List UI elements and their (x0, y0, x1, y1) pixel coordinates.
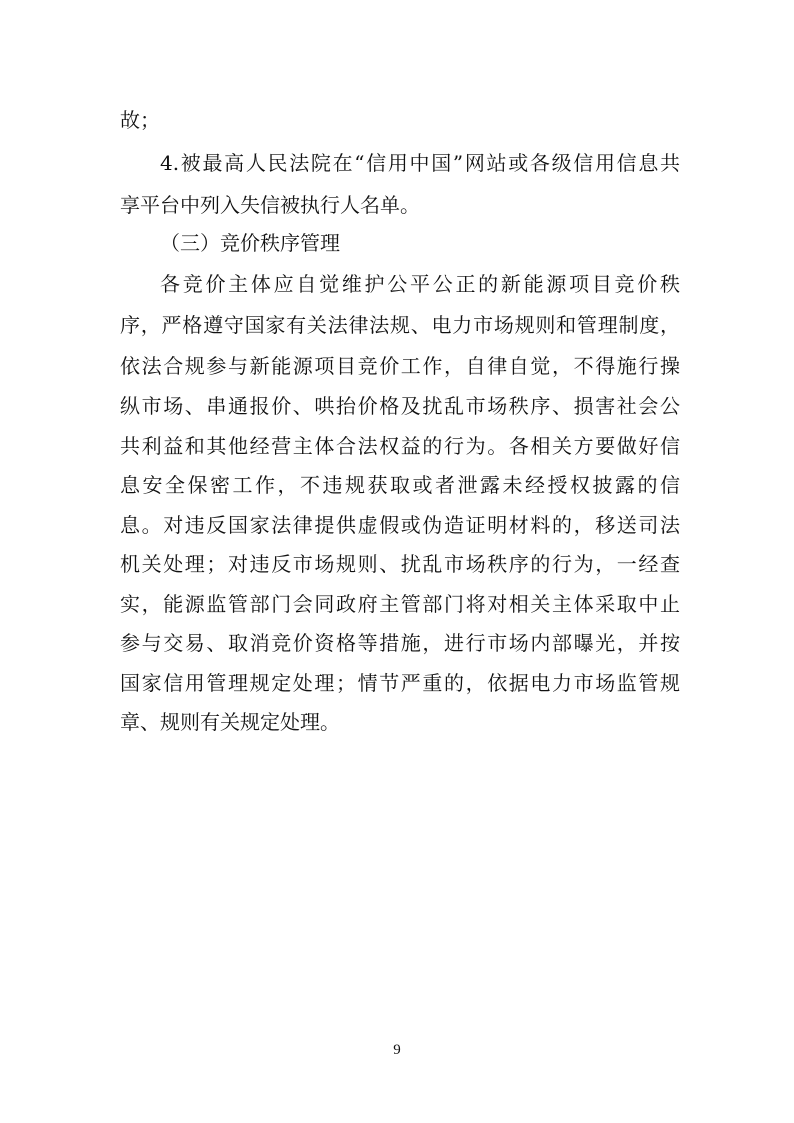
paragraph-line: 实，能源监管部门会同政府主管部门将对相关主体采取中止 (120, 592, 680, 616)
text-line: 享平台中列入失信被执行人名单。 (120, 193, 420, 217)
text-line: 故； (120, 108, 160, 132)
paragraph-line: 各竞价主体应自觉维护公平公正的新能源项目竞价秩 (160, 272, 680, 296)
paragraph-line: 序，严格遵守国家有关法律法规、电力市场规则和管理制度， (120, 313, 680, 337)
page-number: 9 (393, 1042, 401, 1058)
paragraph-line: 机关处理；对违反市场规则、扰乱市场秩序的行为，一经查 (120, 552, 680, 576)
paragraph-line: 国家信用管理规定处理；情节严重的，依据电力市场监管规 (120, 671, 680, 695)
paragraph-line: 息。对违反国家法律提供虚假或伪造证明材料的，移送司法 (120, 513, 680, 537)
paragraph-line: 共利益和其他经营主体合法权益的行为。各相关方要做好信 (120, 434, 680, 458)
paragraph-line: 章、规则有关规定处理。 (120, 710, 340, 734)
paragraph-line: 纵市场、串通报价、哄抬价格及扰乱市场秩序、损害社会公 (120, 394, 680, 418)
list-item-4-line: 4.被最高人民法院在“信用中国”网站或各级信用信息共 (160, 151, 680, 175)
paragraph-line: 息安全保密工作，不违规获取或者泄露未经授权披露的信 (120, 473, 680, 497)
section-heading: （三）竞价秩序管理 (160, 231, 340, 255)
paragraph-line: 依法合规参与新能源项目竞价工作，自律自觉，不得施行操 (120, 354, 680, 378)
paragraph-line: 参与交易、取消竞价资格等措施，进行市场内部曝光，并按 (120, 631, 680, 655)
